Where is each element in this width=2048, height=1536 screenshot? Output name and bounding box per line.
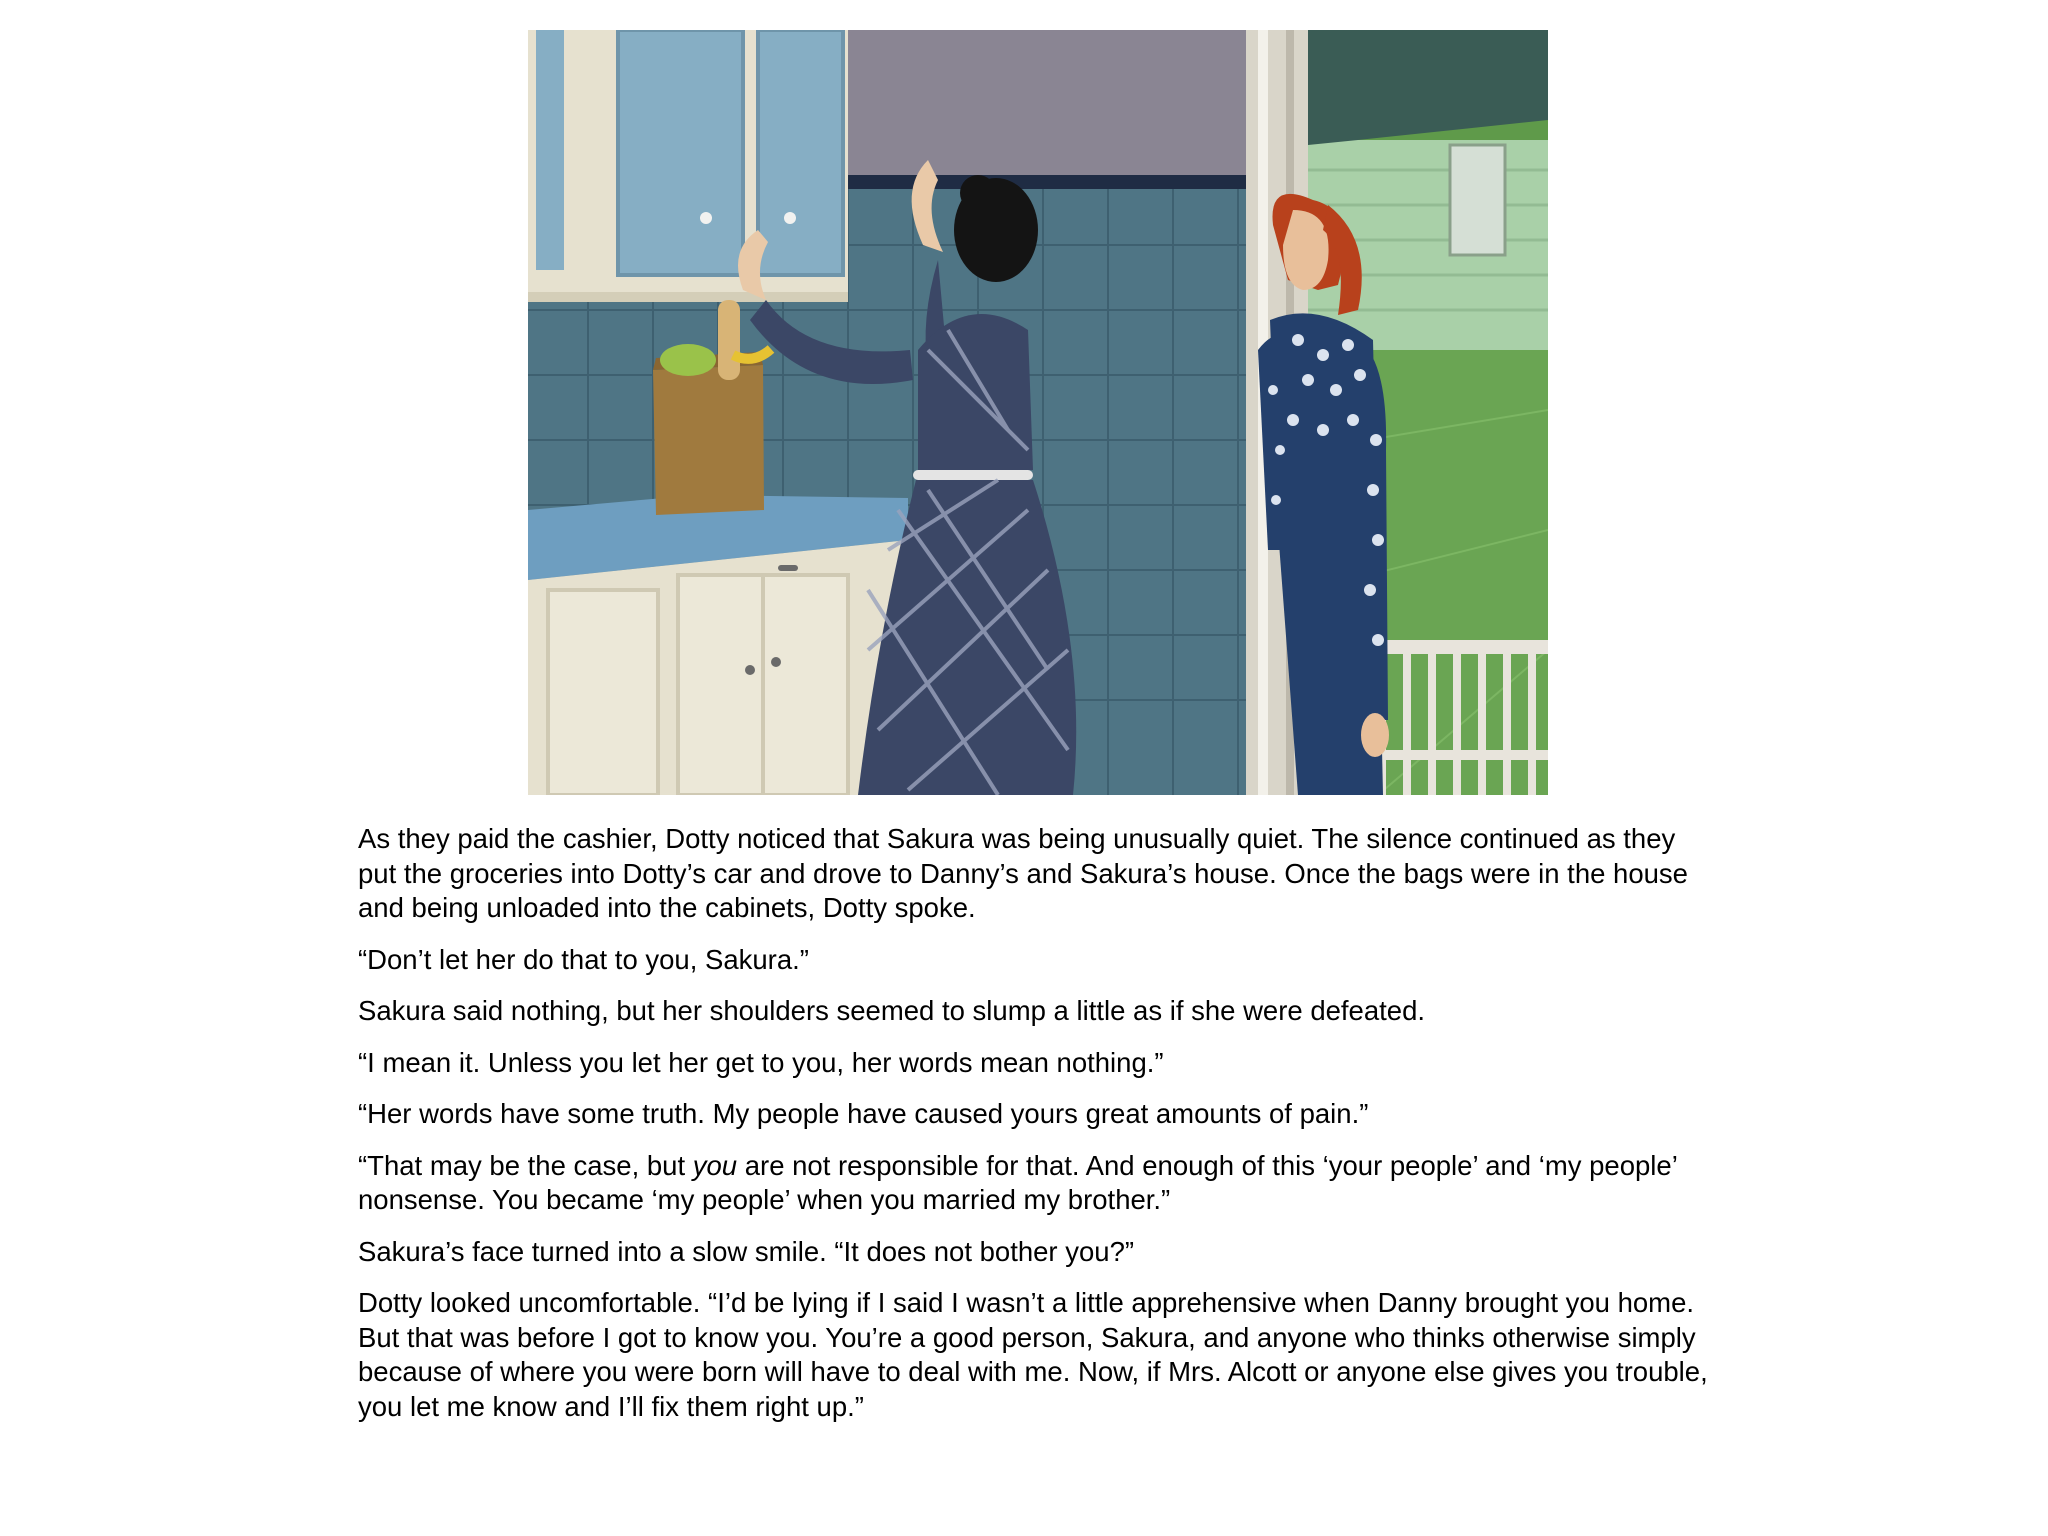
paragraph: “I mean it. Unless you let her get to you, her words mean nothing.” [358,1046,1164,1078]
upper-cabinets [528,30,848,302]
emphasis-text: you [692,1149,738,1181]
paragraph: “Don’t let her do that to you, Sakura.” [358,943,809,975]
paragraph: “Her words have some truth. My people have caused yours great amounts of pain.” [358,1098,1369,1129]
paragraph: Sakura’s face turned into a slow smile. “It does not bother you?” [358,1235,1135,1267]
paragraph-text: “That may be the case, but [358,1149,693,1181]
paragraph: Sakura said nothing, but her shoulders seemed to slump a little as if she were defeated. [358,995,1426,1026]
counter-and-lower-cabinets [528,495,908,795]
kitchen-scene-image [528,30,1548,795]
paragraph [358,1149,1718,1218]
paragraph-text: are not responsible for that. And enough of this ‘your people’ and ‘my people’ nonsense. You became ‘my people’ when you married my brother.” [358,1149,1677,1215]
story-text [358,822,1718,1441]
paragraph: As they paid the cashier, Dotty noticed that Sakura was being unusually quiet. The silence continued as they put the groceries into Dotty’s car and drove to Danny’s and Sakura’s house. Once the bags were in the house and being unloaded into the cabinets, Dotty spoke. [358,823,1688,923]
paragraph: Dotty looked uncomfortable. “I’d be lying if I said I wasn’t a little apprehensive when Danny brought you home. But that was before I got to know you. You’re a good person, Sakura, and anyone who thinks otherwise simply because of where you were born will have to deal with me. Now, if Mrs. Alcott or anyone else gives you trouble, you let me know and I’ll fix them right up.” [358,1287,1708,1422]
